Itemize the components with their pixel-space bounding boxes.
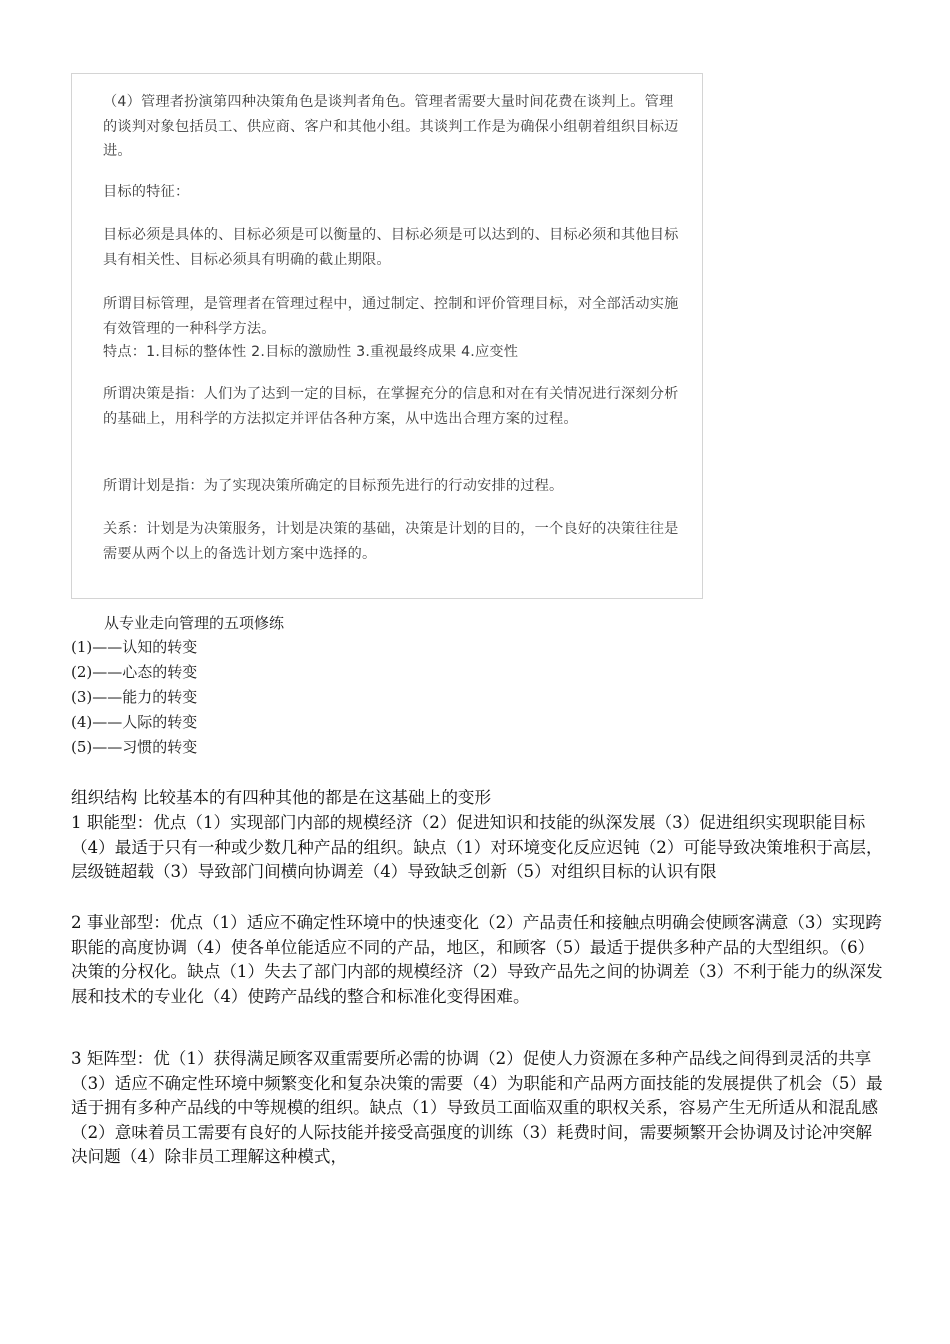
- quoted-text-box: [71, 73, 703, 599]
- matrix-structure-paragraph: 3 矩阵型：优（1）获得满足顾客双重需要所必需的协调（2）促使人力资源在多种产品线之间得到灵活的共享（3）适应不确定性环境中频繁变化和复杂决策的需要（4）为职能和产品两方面技能的发展提供了机会（5）最适于拥有多种产品线的中等规模的组织。缺点（1）导致员工面临双重的职权关系，容易产生无所适从和混乱感（2）意味着员工需要有良好的人际技能并接受高强度的训练（3）耗费时间，需要频繁开会协调及讨论冲突解决问题（4）除非员工理解这种模式，: [71, 1049, 883, 1166]
- paragraph-plan-decision-relation: 关系：计划是为决策服务，计划是决策的基础，决策是计划的目的，一个良好的决策往往是需要从两个以上的备选计划方案中选择的。: [103, 521, 679, 562]
- five-disciplines-title: 从专业走向管理的五项修练: [104, 614, 285, 632]
- list-item: (1)——认知的转变: [71, 638, 198, 656]
- paragraph-mbo-features: 特点：1.目标的整体性 2.目标的激励性 3.重视最终成果 4.应变性: [103, 344, 519, 360]
- paragraph-goal-features-heading: 目标的特征：: [103, 184, 190, 200]
- org-structure-heading: 组织结构 比较基本的有四种其他的都是在这基础上的变形: [71, 788, 492, 807]
- functional-structure-paragraph: 1 职能型：优点（1）实现部门内部的规模经济（2）促进知识和技能的纵深发展（3）促进组织实现职能目标（4）最适于只有一种或少数几种产品的组织。缺点（1）对环境变化反应迟钝（2）可能导致决策堆积于高层，层级链超载（3）导致部门间横向协调差（4）导致缺乏创新（5）对组织目标的认识有限: [71, 813, 883, 881]
- paragraph-goal-features: 目标必须是具体的、目标必须是可以衡量的、目标必须是可以达到的、目标必须和其他目标具有相关性、目标必须具有明确的截止期限。: [103, 227, 679, 268]
- paragraph-negotiator-role: （4）管理者扮演第四种决策角色是谈判者角色。管理者需要大量时间花费在谈判上。管理的谈判对象包括员工、供应商、客户和其他小组。其谈判工作是为确保小组朝着组织目标迈进。: [103, 94, 679, 159]
- divisional-structure-paragraph: 2 事业部型：优点（1）适应不确定性环境中的快速变化（2）产品责任和接触点明确会使顾客满意（3）实现跨职能的高度协调（4）使各单位能适应不同的产品，地区，和顾客（5）最适于提供多种产品的大型组织。（6）决策的分权化。缺点（1）失去了部门内部的规模经济（2）导致产品先之间的协调差（3）不利于能力的纵深发展和技术的专业化（4）使跨产品线的整合和标准化变得困难。: [71, 913, 883, 1006]
- list-item: (2)——心态的转变: [71, 663, 198, 681]
- paragraph-decision-definition: 所谓决策是指：人们为了达到一定的目标，在掌握充分的信息和对在有关情况进行深刻分析的基础上，用科学的方法拟定并评估各种方案，从中选出合理方案的过程。: [103, 386, 679, 427]
- list-item: (4)——人际的转变: [71, 713, 198, 731]
- list-item: (5)——习惯的转变: [71, 738, 198, 756]
- paragraph-plan-definition: 所谓计划是指：为了实现决策所确定的目标预先进行的行动安排的过程。: [103, 478, 564, 494]
- paragraph-mbo-definition: 所谓目标管理，是管理者在管理过程中，通过制定、控制和评价管理目标，对全部活动实施有效管理的一种科学方法。: [103, 296, 679, 337]
- list-item: (3)——能力的转变: [71, 688, 198, 706]
